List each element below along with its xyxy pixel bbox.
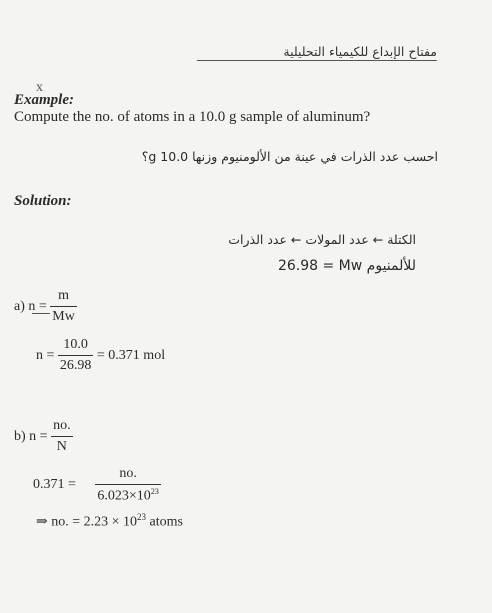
equation-b2-label: 0.371 = [33,477,76,493]
fraction-a-denominator: Mw [50,306,77,325]
example-question-arabic: احسب عدد الذرات في عينة من الألومنيوم وزنها 10.0 g؟ [141,149,438,164]
page-header: مفتاح الإبداع للكيمياء التحليلية [0,44,437,61]
final-result-prefix: ⇒ no. = 2.23 × 10 [36,514,138,530]
fraction-a [50,288,77,325]
final-result-suffix: atoms [146,514,183,530]
equation-a2 [36,337,165,374]
final-result-exponent: 23 [137,512,147,522]
example-question: Compute the no. of atoms in a 10.0 g sample of aluminum? [14,109,371,125]
fraction-b2-denominator-exponent: 23 [150,487,159,496]
solution-mw-arabic: 26.98 = Mw للألمنيوم [277,258,416,274]
example-title: Example: [14,92,74,108]
equation-b-label: b) n = [14,428,48,444]
fraction-b [51,418,73,455]
equation-b [14,418,73,455]
equation-a-label: a) n = [14,298,47,314]
equation-a2-label: n = [36,347,55,363]
fraction-a2 [58,337,94,374]
equation-a [14,288,77,325]
solution-steps-arabic: الكتلة ← عدد المولات ← عدد الذرات [228,232,416,247]
equation-b2 [33,466,161,505]
fraction-a2-numerator: 10.0 [63,337,88,352]
handwritten-dash [32,313,50,314]
handwritten-mark: x [36,80,43,95]
fraction-a-numerator: m [58,288,69,303]
equation-a2-result: = 0.371 mol [96,347,166,363]
fraction-b2-numerator: no. [119,466,137,481]
fraction-b-numerator: no. [53,418,71,433]
final-result [36,512,183,531]
fraction-b-denominator: N [51,436,73,455]
solution-title: Solution: [14,193,72,209]
fraction-b2-denominator-base: 6.023×10 [97,488,151,504]
fraction-a2-denominator: 26.98 [58,355,94,374]
fraction-b2-denominator [95,484,160,505]
fraction-b2 [95,466,160,505]
